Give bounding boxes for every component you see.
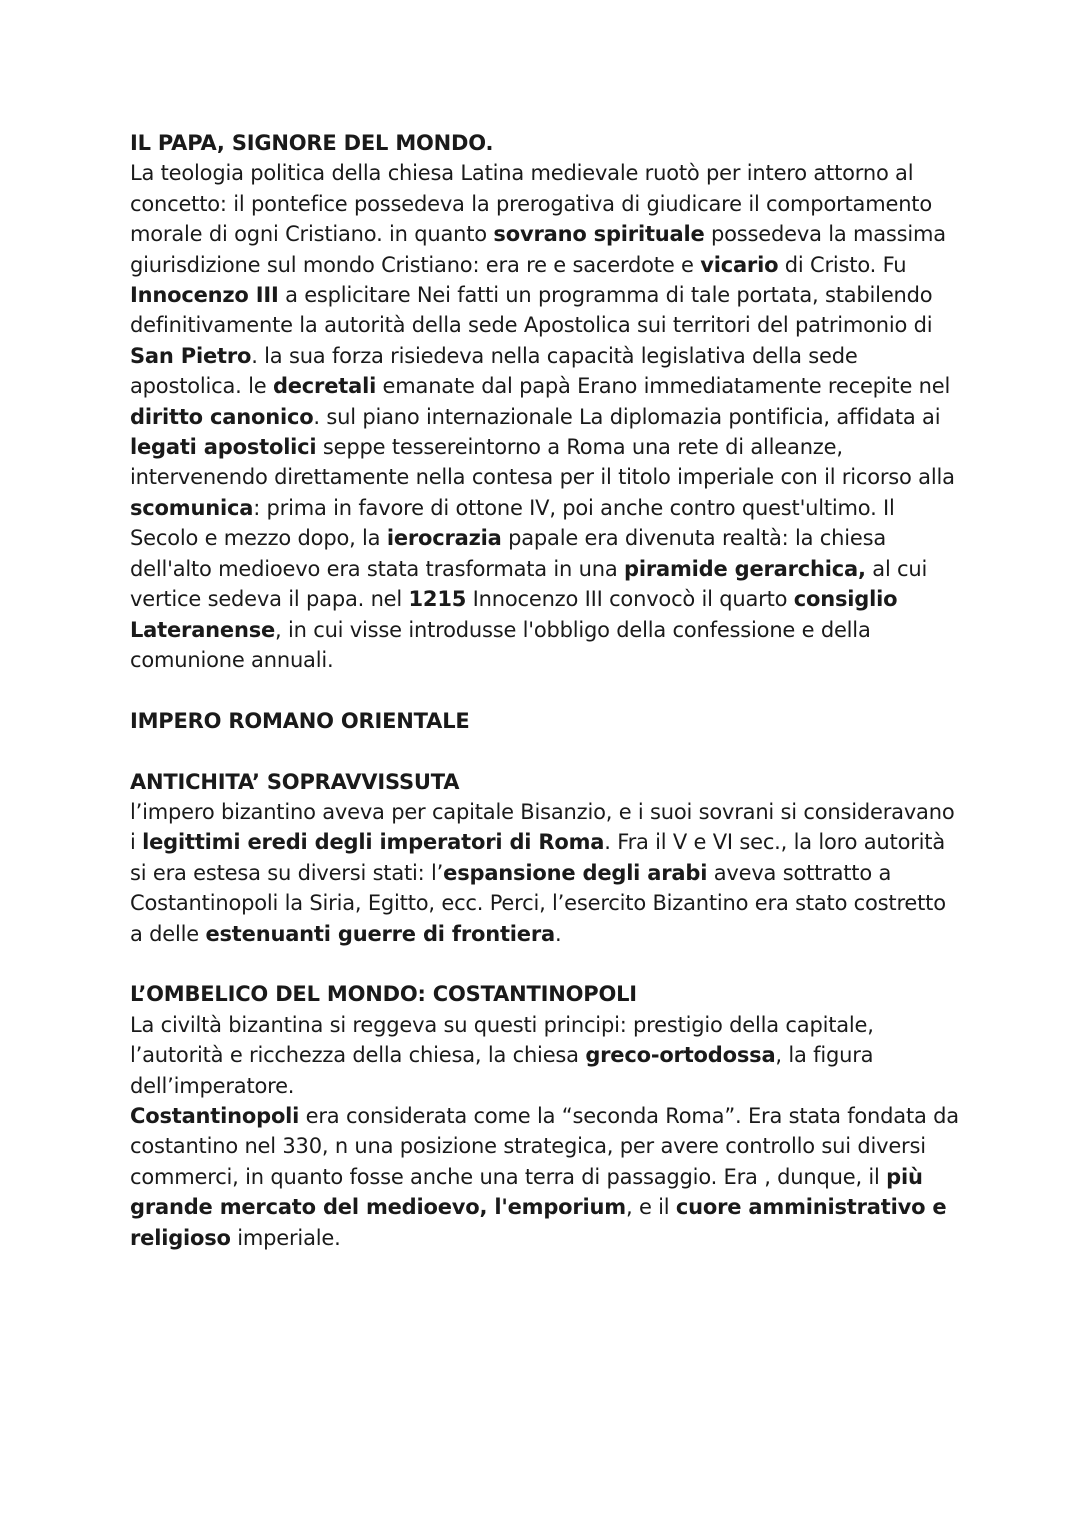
paragraph: [130, 1101, 960, 1253]
document-page: [130, 128, 960, 1253]
text-run: al cui vertice sedeva il papa. nel: [130, 556, 928, 612]
text-run: . sul piano internazionale La diplomazia pontificia, affidata ai: [313, 404, 941, 429]
text-run: La civiltà bizantina si reggeva su questi principi: prestigio della capitale, l’autorità e ricchezza della chiesa, la chiesa: [130, 1012, 874, 1068]
text-run: Innocenzo III convocò il quarto: [466, 587, 794, 612]
section-spacer: [130, 675, 960, 705]
section-heading: IL PAPA, SIGNORE DEL MONDO.: [130, 131, 494, 155]
bold-text-run: 1215: [408, 587, 467, 612]
bold-text-run: Innocenzo III: [130, 283, 279, 308]
bold-text-run: più grande mercato del medioevo, l'emporium: [130, 1164, 923, 1220]
bold-text-run: consiglio Lateranense: [130, 587, 898, 642]
bold-text-run: legittimi eredi degli imperatori di Roma: [142, 830, 605, 855]
bold-text-run: diritto canonico: [130, 404, 314, 429]
bold-text-run: sovrano spirituale: [493, 222, 705, 247]
bold-text-run: ierocrazia: [386, 526, 502, 551]
text-run: : prima in favore di ottone IV, poi anche contro quest'ultimo. Il Secolo e mezzo dopo, la: [130, 495, 895, 551]
text-run: a esplicitare Nei fatti un programma di tale portata, stabilendo definitivamente la autorità della sede Apostolica sui territori del patrimonio di: [130, 283, 933, 338]
bold-text-run: San Pietro: [130, 343, 252, 368]
section-spacer: [130, 736, 960, 766]
bold-text-run: cuore amministrativo e religioso: [130, 1195, 947, 1250]
section-heading: ANTICHITA’ SOPRAVVISSUTA: [130, 769, 460, 794]
bold-text-run: espansione degli arabi: [443, 860, 708, 885]
paragraph: [130, 158, 960, 675]
bold-text-run: Costantinopoli: [130, 1103, 300, 1128]
text-run: imperiale.: [230, 1225, 341, 1250]
text-run: . la sua forza risiedeva nella capacità legislativa della sede apostolica. le: [130, 343, 858, 399]
paragraph: [130, 797, 960, 949]
text-run: seppe tessereintorno a Roma una rete di alleanze, intervenendo direttamente nella contesa per il titolo imperiale con il ricorso alla: [130, 435, 955, 490]
text-run: l’impero bizantino aveva per capitale Bisanzio, e i suoi sovrani si consideravano i: [130, 799, 955, 855]
text-run: .: [554, 921, 562, 946]
bold-text-run: scomunica: [130, 495, 254, 520]
bold-text-run: estenuanti guerre di frontiera: [205, 921, 555, 946]
text-run: aveva sottratto a Costantinopoli la Siria, Egitto, ecc. Perci, l’esercito Bizantino era stato costretto a delle: [130, 860, 946, 946]
text-run: , in cui visse introdusse l'obbligo della confessione e della comunione annuali.: [130, 617, 871, 672]
text-run: papale era divenuta realtà: la chiesa dell'alto medioevo era stata trasformata in una: [130, 526, 886, 581]
text-run: , la figura dell’imperatore.: [130, 1043, 874, 1098]
text-run: emanate dal papà Erano immediatamente recepite nel: [376, 374, 951, 399]
bold-text-run: legati apostolici: [130, 435, 317, 460]
section-heading: IMPERO ROMANO ORIENTALE: [130, 708, 470, 733]
section-spacer: [130, 949, 960, 979]
bold-text-run: vicario: [700, 252, 779, 277]
text-run: possedeva la massima giurisdizione sul mondo Cristiano: era re e sacerdote e: [130, 222, 946, 277]
text-run: , e il: [626, 1195, 676, 1220]
text-run: La teologia politica della chiesa Latina medievale ruotò per intero attorno al concetto: il pontefice possedeva la prerogativa di giudicare il comportamento morale di ogni Cristiano. in quanto: [130, 161, 932, 247]
paragraph: [130, 1010, 960, 1101]
bold-text-run: greco-ortodossa: [585, 1043, 776, 1068]
text-run: era considerata come la “seconda Roma”. Era stata fondata da costantino nel 330, n una posizione strategica, per avere controllo sui diversi commerci, in quanto fosse anche una terra di passaggio. Era , dunque, il: [130, 1103, 959, 1189]
text-run: di Cristo. Fu: [778, 252, 907, 277]
bold-text-run: decretali: [272, 374, 377, 399]
text-run: . Fra il V e VI sec., la loro autorità si era estesa su diversi stati: l’: [130, 830, 945, 885]
section-heading: L’OMBELICO DEL MONDO: COSTANTINOPOLI: [130, 982, 637, 1007]
bold-text-run: piramide gerarchica,: [624, 556, 866, 581]
